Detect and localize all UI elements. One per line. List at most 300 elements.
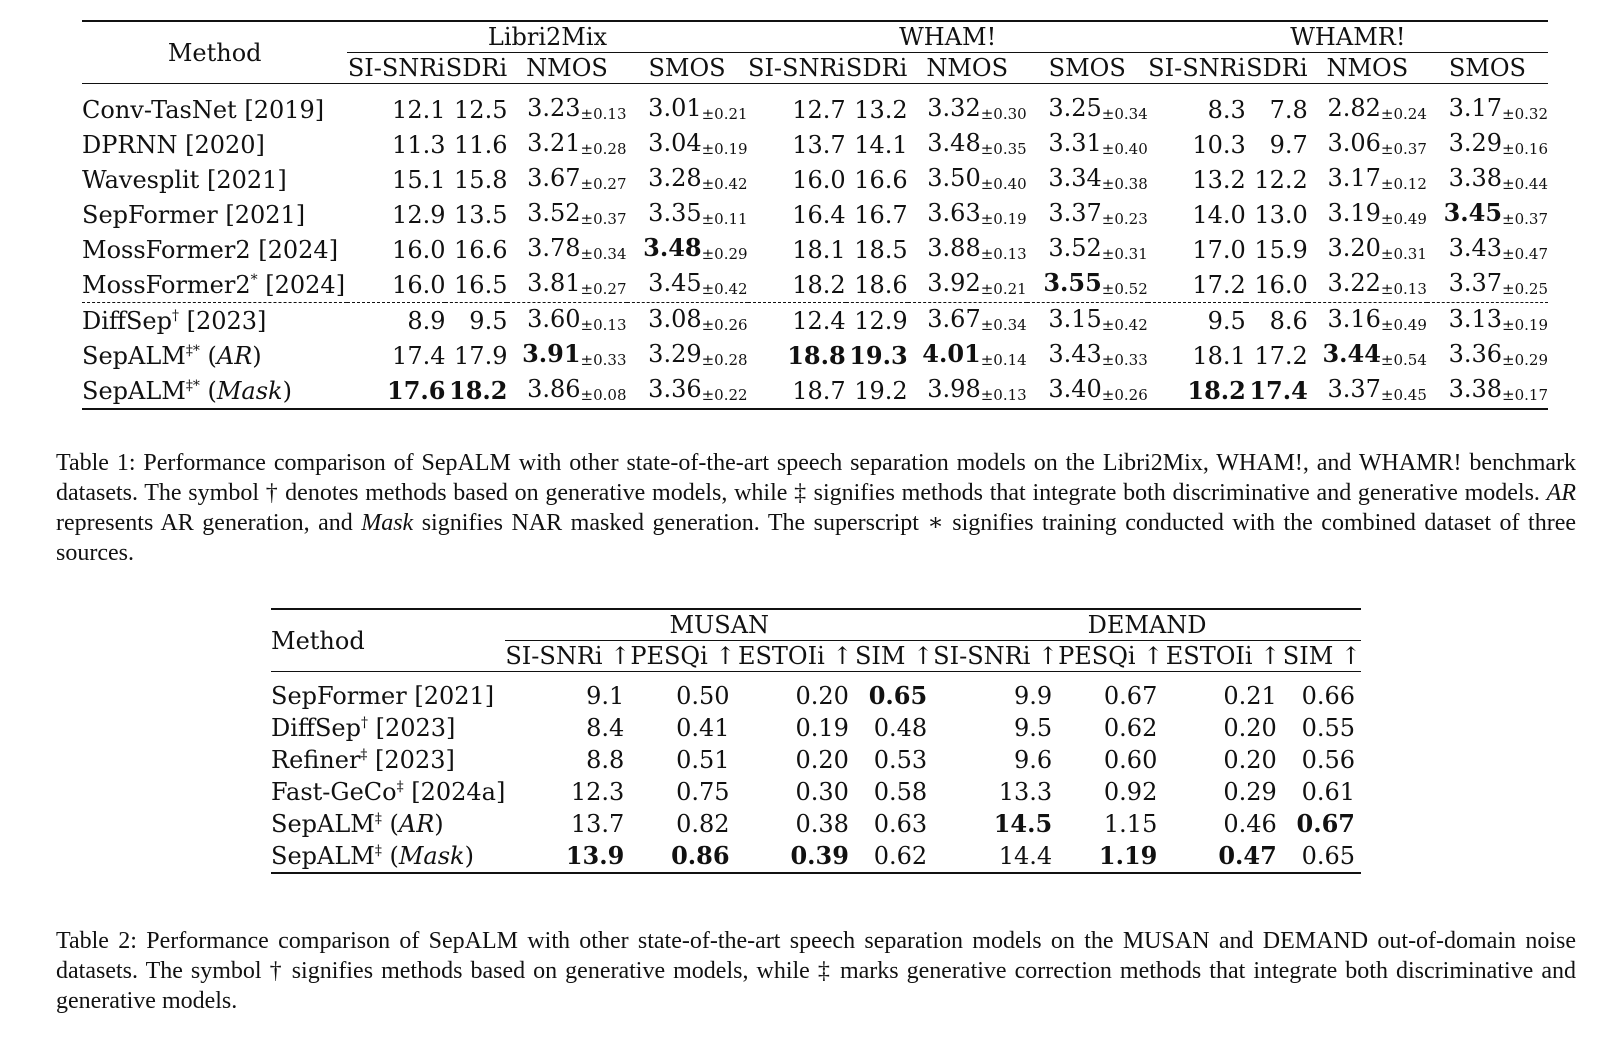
column-header: SDRi xyxy=(445,54,508,82)
table-cell xyxy=(507,267,626,303)
table-cell xyxy=(1246,197,1308,232)
cell-value: 3.35 xyxy=(648,199,702,227)
cell-value: 3.55 xyxy=(1043,268,1102,297)
cell-value: 9.7 xyxy=(1269,130,1308,159)
table-cell xyxy=(347,267,445,303)
cell-value: 0.50 xyxy=(676,682,730,710)
column-header: NMOS xyxy=(908,53,1027,84)
cell-std: ±0.16 xyxy=(1502,140,1548,158)
table-cell xyxy=(846,373,908,409)
method-variant: Mask xyxy=(216,376,283,405)
table-cell xyxy=(627,127,748,162)
table-cell xyxy=(507,373,626,409)
cell-value: 3.43 xyxy=(1448,234,1503,262)
cell-value: 0.92 xyxy=(1103,778,1158,806)
cell-value: 0.21 xyxy=(1223,682,1277,710)
table-cell xyxy=(347,373,445,409)
table-cell xyxy=(736,840,855,873)
table-cell xyxy=(627,162,748,197)
table-cell xyxy=(1246,267,1308,303)
cell-value: 14.4 xyxy=(998,842,1053,870)
table-cell xyxy=(933,808,1058,840)
cell-value: 3.31 xyxy=(1048,129,1102,157)
cell-value: 18.7 xyxy=(792,376,846,405)
cell-value: 3.78 xyxy=(527,234,581,262)
table-cell xyxy=(736,808,855,840)
cell-value: 3.28 xyxy=(648,164,702,192)
superscript-marker: * xyxy=(250,271,258,288)
cell-value: 0.58 xyxy=(873,778,928,806)
table-cell xyxy=(1308,197,1427,232)
table-cell xyxy=(748,92,846,127)
cell-value: 3.29 xyxy=(648,340,702,368)
cell-value: 3.52 xyxy=(1048,234,1102,262)
table-cell xyxy=(445,303,507,339)
column-header: SI-SNRi xyxy=(1148,54,1246,82)
table-1-caption: Table 1: Performance comparison of SepALM with other state-of-the-art speech separation models on the Libri2Mix, WHAM!, and WHAMR! benchmark datasets. The symbol † denotes methods based on generative models, while ‡ signifies methods that integrate both discriminative and generative models. AR represents AR generation, and Mask signifies NAR masked generation. The superscript ∗ signifies training conducted with the combined dataset of three sources. xyxy=(56,450,1576,566)
table-cell xyxy=(908,338,1027,373)
cell-value: 16.6 xyxy=(454,235,508,264)
column-header: SDRi xyxy=(1246,54,1308,82)
cell-value: 9.9 xyxy=(1013,682,1053,710)
cell-value: 13.7 xyxy=(792,130,846,159)
method-name: Wavesplit [2021] xyxy=(82,165,287,194)
cell-value: 9.1 xyxy=(586,682,625,710)
cell-std: ±0.40 xyxy=(1101,140,1148,158)
table-cell xyxy=(1027,127,1148,162)
method-name: SepFormer [2021] xyxy=(82,200,306,229)
cell-value: 3.04 xyxy=(648,129,702,157)
group-header: WHAM! xyxy=(748,21,1148,53)
column-header: SI-SNRi ↑ xyxy=(933,642,1059,670)
cell-value: 0.20 xyxy=(795,682,849,710)
cell-value: 3.98 xyxy=(927,375,981,403)
table-cell xyxy=(1027,162,1148,197)
method-name: Conv-TasNet [2019] xyxy=(82,95,325,124)
cell-value: 18.2 xyxy=(792,270,846,299)
cell-std: ±0.29 xyxy=(1502,351,1548,369)
cell-value: 3.88 xyxy=(927,234,981,262)
cell-std: ±0.11 xyxy=(701,210,748,228)
column-header: SDRi xyxy=(845,54,908,82)
table-cell xyxy=(1308,373,1427,409)
cell-value: 0.66 xyxy=(1301,682,1355,710)
cell-value: 3.38 xyxy=(1448,164,1503,192)
cell-value: 3.81 xyxy=(527,269,581,297)
method-name: DiffSep† [2023] xyxy=(82,303,347,339)
cell-std: ±0.49 xyxy=(1380,316,1427,334)
table-cell xyxy=(855,840,933,873)
cell-value: 12.4 xyxy=(792,306,846,335)
superscript-marker: ‡ xyxy=(360,747,368,763)
cell-value: 0.86 xyxy=(671,841,730,870)
cell-value: 8.8 xyxy=(586,746,625,774)
column-header: PESQi ↑ xyxy=(1058,642,1164,670)
cell-value: 13.2 xyxy=(854,95,908,124)
table-cell xyxy=(1148,162,1246,197)
cell-value: 18.2 xyxy=(1187,375,1246,405)
method-name: DiffSep† [2023] xyxy=(271,714,456,742)
table-cell xyxy=(1163,776,1282,808)
cell-value: 9.6 xyxy=(1013,746,1053,774)
table-cell xyxy=(846,197,908,232)
cell-std: ±0.22 xyxy=(701,386,748,404)
cell-value: 18.6 xyxy=(854,270,908,299)
table-cell xyxy=(908,373,1027,409)
cell-value: 0.60 xyxy=(1103,746,1158,774)
cell-value: 0.39 xyxy=(790,841,849,870)
table-cell xyxy=(1427,127,1548,162)
cell-value: 0.82 xyxy=(676,810,730,838)
table-cell xyxy=(908,303,1027,339)
table-row xyxy=(82,197,1548,232)
cell-value: 15.1 xyxy=(392,165,446,194)
table-cell xyxy=(908,197,1027,232)
table-cell xyxy=(846,92,908,127)
cell-std: ±0.24 xyxy=(1380,105,1427,123)
superscript-marker: † xyxy=(360,715,368,731)
cell-value: 3.36 xyxy=(1448,340,1503,368)
cell-value: 3.13 xyxy=(1448,305,1503,333)
cell-value: 3.37 xyxy=(1327,375,1381,403)
cell-value: 0.29 xyxy=(1223,778,1277,806)
table-cell xyxy=(748,232,846,267)
cell-std: ±0.32 xyxy=(1502,105,1548,123)
cell-value: 3.25 xyxy=(1048,94,1102,122)
cell-value: 0.62 xyxy=(873,842,928,870)
table-cell xyxy=(1427,92,1548,127)
cell-std: ±0.13 xyxy=(1380,280,1427,298)
column-header: ESTOIi ↑ xyxy=(736,641,855,672)
method-name: SepALM‡ (AR) xyxy=(271,810,444,838)
table-cell xyxy=(855,680,933,712)
table-cell xyxy=(627,303,748,339)
cell-std: ±0.13 xyxy=(980,386,1027,404)
cell-value: 0.62 xyxy=(1103,714,1158,742)
group-header: Libri2Mix xyxy=(347,21,747,53)
cell-value: 3.45 xyxy=(648,269,702,297)
cell-std: ±0.28 xyxy=(580,140,627,158)
cell-value: 17.9 xyxy=(454,341,508,370)
cell-value: 3.44 xyxy=(1322,339,1381,368)
cell-std: ±0.31 xyxy=(1380,245,1427,263)
column-header: SI-SNRi xyxy=(347,54,446,82)
method-name: DPRNN [2020] xyxy=(82,130,265,159)
table-row xyxy=(271,680,1361,712)
cell-value: 0.20 xyxy=(1223,714,1277,742)
table-cell xyxy=(846,338,908,373)
cell-value: 3.63 xyxy=(927,199,981,227)
table-cell xyxy=(505,776,630,808)
method-name: SepALM‡* (Mask) xyxy=(82,373,347,409)
cell-value: 0.65 xyxy=(1301,842,1355,870)
table-cell xyxy=(1027,232,1148,267)
table-cell xyxy=(748,127,846,162)
cell-value: 19.2 xyxy=(854,376,908,405)
cell-value: 16.0 xyxy=(1254,270,1308,299)
table-cell xyxy=(1027,197,1148,232)
cell-value: 3.92 xyxy=(927,269,981,297)
table-row xyxy=(82,162,1548,197)
cell-std: ±0.28 xyxy=(701,351,748,369)
table-cell xyxy=(505,744,630,776)
cell-std: ±0.37 xyxy=(580,210,627,228)
table-cell xyxy=(1163,808,1282,840)
table-cell xyxy=(933,680,1058,712)
column-header: SIM ↑ xyxy=(1282,642,1361,670)
table-cell xyxy=(1427,232,1548,267)
table-row xyxy=(82,127,1548,162)
cell-value: 17.4 xyxy=(392,341,446,370)
table-cell xyxy=(1246,127,1308,162)
table-cell xyxy=(908,92,1027,127)
cell-value: 12.7 xyxy=(792,95,846,124)
cell-value: 17.0 xyxy=(1192,235,1246,264)
cell-value: 3.32 xyxy=(927,94,981,122)
cell-std: ±0.37 xyxy=(1502,210,1548,228)
cell-value: 0.46 xyxy=(1223,810,1277,838)
cell-std: ±0.34 xyxy=(580,245,627,263)
table-cell xyxy=(1283,744,1361,776)
cell-value: 11.6 xyxy=(454,130,508,159)
table-cell xyxy=(1308,303,1427,339)
table-cell xyxy=(748,338,846,373)
table-cell xyxy=(630,744,735,776)
table-cell xyxy=(855,712,933,744)
cell-value: 3.48 xyxy=(643,233,702,262)
table-cell xyxy=(347,232,445,267)
table-cell xyxy=(445,338,507,373)
cell-value: 0.51 xyxy=(676,746,730,774)
table-cell xyxy=(1283,680,1361,712)
table-cell xyxy=(1308,338,1427,373)
cell-value: 3.86 xyxy=(527,375,581,403)
cell-value: 3.45 xyxy=(1443,198,1503,227)
cell-std: ±0.40 xyxy=(980,175,1027,193)
cell-std: ±0.21 xyxy=(980,280,1027,298)
table-cell xyxy=(347,162,445,197)
table-cell xyxy=(505,712,630,744)
table-cell xyxy=(1027,92,1148,127)
table-cell xyxy=(846,127,908,162)
table-cell xyxy=(630,808,735,840)
superscript-marker: † xyxy=(171,307,179,324)
cell-value: 15.9 xyxy=(1254,235,1308,264)
table-cell xyxy=(1308,267,1427,303)
table-cell xyxy=(1427,303,1548,339)
table-cell xyxy=(1308,127,1427,162)
table-cell xyxy=(748,267,846,303)
method-name: SepALM‡ (Mask) xyxy=(271,840,505,873)
superscript-marker: ‡ xyxy=(396,779,404,795)
cell-std: ±0.37 xyxy=(1380,140,1427,158)
cell-value: 4.01 xyxy=(922,339,981,368)
table-cell xyxy=(507,162,626,197)
table-cell xyxy=(1163,840,1282,873)
cell-value: 3.29 xyxy=(1448,129,1503,157)
caption-italic: Mask xyxy=(361,510,414,536)
table-row xyxy=(82,338,1548,373)
table-cell xyxy=(1058,808,1163,840)
table-cell xyxy=(505,840,630,873)
cell-value: 16.0 xyxy=(392,235,446,264)
table-cell xyxy=(1427,197,1548,232)
table-cell xyxy=(1148,267,1246,303)
cell-value: 0.75 xyxy=(676,778,730,806)
table-cell xyxy=(908,267,1027,303)
table-cell xyxy=(933,712,1058,744)
table-cell xyxy=(445,373,507,409)
table-cell xyxy=(1283,808,1361,840)
cell-std: ±0.52 xyxy=(1101,280,1148,298)
cell-value: 8.9 xyxy=(407,306,446,335)
superscript-marker: ‡* xyxy=(185,342,200,359)
cell-value: 3.17 xyxy=(1448,94,1503,122)
table-cell xyxy=(627,232,748,267)
table-cell xyxy=(507,232,626,267)
cell-value: 0.41 xyxy=(676,714,730,742)
cell-value: 3.06 xyxy=(1327,129,1381,157)
cell-value: 3.48 xyxy=(927,129,981,157)
cell-value: 0.47 xyxy=(1218,841,1277,870)
cell-value: 3.20 xyxy=(1327,234,1381,262)
cell-std: ±0.14 xyxy=(980,351,1027,369)
superscript-marker: ‡ xyxy=(374,843,382,859)
cell-value: 3.16 xyxy=(1327,305,1381,333)
method-name: Refiner‡ [2023] xyxy=(271,746,455,774)
table-cell xyxy=(748,303,846,339)
table-cell xyxy=(347,92,445,127)
table-cell xyxy=(1163,744,1282,776)
cell-std: ±0.19 xyxy=(701,140,748,158)
cell-value: 0.55 xyxy=(1301,714,1355,742)
cell-std: ±0.30 xyxy=(980,105,1027,123)
table-cell xyxy=(1308,232,1427,267)
cell-std: ±0.08 xyxy=(580,386,627,404)
cell-std: ±0.34 xyxy=(980,316,1027,334)
superscript-marker: ‡* xyxy=(185,377,200,394)
cell-value: 3.67 xyxy=(527,164,581,192)
table-cell xyxy=(507,338,626,373)
cell-value: 14.0 xyxy=(1192,200,1246,229)
group-header: WHAMR! xyxy=(1148,21,1548,53)
table-cell xyxy=(748,197,846,232)
cell-value: 8.6 xyxy=(1269,306,1308,335)
cell-std: ±0.33 xyxy=(580,351,627,369)
cell-value: 12.2 xyxy=(1254,165,1308,194)
method-header: Method xyxy=(82,21,347,84)
table-cell xyxy=(1246,92,1308,127)
cell-value: 13.3 xyxy=(998,778,1053,806)
table-cell xyxy=(347,127,445,162)
cell-value: 3.60 xyxy=(527,305,581,333)
cell-value: 9.5 xyxy=(1013,714,1053,742)
table-cell xyxy=(445,92,507,127)
table-cell xyxy=(507,127,626,162)
cell-std: ±0.19 xyxy=(1502,316,1548,334)
table-cell xyxy=(933,776,1058,808)
table-cell xyxy=(1058,776,1163,808)
column-header: SIM ↑ xyxy=(854,642,934,670)
table-cell xyxy=(1246,303,1308,339)
cell-value: 0.63 xyxy=(873,810,928,838)
table-2 xyxy=(271,608,1361,874)
table-cell xyxy=(627,197,748,232)
cell-value: 0.65 xyxy=(868,681,928,710)
column-header: SI-SNRi xyxy=(748,54,846,82)
table-cell xyxy=(846,232,908,267)
table-cell xyxy=(846,267,908,303)
cell-value: 3.19 xyxy=(1327,199,1381,227)
table-cell xyxy=(1148,197,1246,232)
table-cell xyxy=(1427,267,1548,303)
cell-std: ±0.19 xyxy=(980,210,1027,228)
cell-value: 0.61 xyxy=(1301,778,1355,806)
table-cell xyxy=(1163,712,1282,744)
table-cell xyxy=(507,197,626,232)
cell-std: ±0.54 xyxy=(1380,351,1427,369)
table-cell xyxy=(1308,92,1427,127)
cell-value: 12.9 xyxy=(392,200,446,229)
column-header: SMOS xyxy=(627,53,748,84)
column-header: NMOS xyxy=(507,53,626,84)
cell-value: 3.38 xyxy=(1448,375,1503,403)
method-header: Method xyxy=(271,609,505,672)
method-name: SepFormer [2021] xyxy=(271,682,495,710)
table-cell xyxy=(1246,232,1308,267)
cell-std: ±0.29 xyxy=(701,245,748,263)
cell-value: 12.5 xyxy=(454,95,508,124)
cell-value: 0.30 xyxy=(795,778,849,806)
table-cell xyxy=(855,808,933,840)
cell-value: 18.1 xyxy=(792,235,846,264)
method-variant: Mask xyxy=(398,842,465,870)
table-cell xyxy=(630,840,735,873)
table-cell xyxy=(1027,267,1148,303)
cell-value: 16.0 xyxy=(392,270,446,299)
table-cell xyxy=(1027,338,1148,373)
cell-value: 9.5 xyxy=(1207,306,1246,335)
cell-std: ±0.45 xyxy=(1380,386,1427,404)
cell-value: 0.48 xyxy=(873,714,928,742)
table-cell xyxy=(908,127,1027,162)
cell-std: ±0.26 xyxy=(701,316,748,334)
cell-std: ±0.33 xyxy=(1101,351,1148,369)
table-cell xyxy=(630,776,735,808)
cell-value: 17.2 xyxy=(1254,341,1308,370)
cell-value: 11.3 xyxy=(392,130,446,159)
table-cell xyxy=(505,808,630,840)
cell-value: 13.7 xyxy=(570,810,625,838)
cell-value: 18.8 xyxy=(787,340,846,370)
method-name: Fast-GeCo‡ [2024a] xyxy=(271,778,506,806)
cell-value: 0.67 xyxy=(1296,809,1355,838)
table-cell xyxy=(627,267,748,303)
cell-value: 15.8 xyxy=(454,165,508,194)
cell-std: ±0.27 xyxy=(580,280,627,298)
table-cell xyxy=(1163,680,1282,712)
cell-value: 3.50 xyxy=(927,164,981,192)
cell-value: 12.9 xyxy=(854,306,908,335)
cell-value: 0.67 xyxy=(1103,682,1158,710)
cell-value: 13.2 xyxy=(1192,165,1246,194)
method-variant: AR xyxy=(216,341,253,370)
cell-value: 3.15 xyxy=(1048,305,1102,333)
cell-value: 16.4 xyxy=(792,200,846,229)
cell-value: 3.37 xyxy=(1048,199,1102,227)
table-cell xyxy=(505,680,630,712)
cell-value: 9.5 xyxy=(469,306,508,335)
